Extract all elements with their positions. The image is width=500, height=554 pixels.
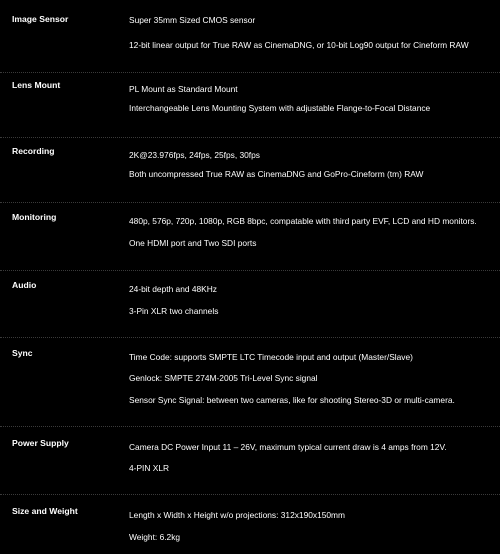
spec-label: Monitoring	[12, 212, 57, 222]
spec-label: Audio	[12, 280, 37, 290]
spec-label: Image Sensor	[12, 14, 69, 24]
section-divider	[0, 72, 500, 73]
spec-line: Sensor Sync Signal: between two cameras, like for shooting Stereo-3D or multi-camera.	[129, 395, 455, 405]
spec-line: PL Mount as Standard Mount	[129, 84, 238, 94]
spec-label: Recording	[12, 146, 55, 156]
spec-line: Interchangeable Lens Mounting System with adjustable Flange-to-Focal Distance	[129, 103, 431, 113]
spec-line: Length x Width x Height w/o projections: 312x190x150mm	[129, 510, 346, 520]
spec-label: Size and Weight	[12, 506, 78, 516]
spec-line: 4-PIN XLR	[129, 463, 170, 473]
spec-line: 12-bit linear output for True RAW as CinemaDNG, or 10-bit Log90 output for Cineform RAW	[129, 40, 469, 50]
section-divider	[0, 494, 500, 495]
spec-label: Power Supply	[12, 438, 69, 448]
spec-line: 2K@23.976fps, 24fps, 25fps, 30fps	[129, 150, 260, 160]
section-divider	[0, 137, 500, 138]
spec-line: 3-Pin XLR two channels	[129, 306, 219, 316]
spec-line: Time Code: supports SMPTE LTC Timecode input and output (Master/Slave)	[129, 352, 413, 362]
section-divider	[0, 337, 500, 338]
spec-label: Sync	[12, 348, 33, 358]
spec-line: 24-bit depth and 48KHz	[129, 284, 217, 294]
spec-line: Camera DC Power Input 11 – 26V, maximum typical current draw is 4 amps from 12V.	[129, 442, 447, 452]
section-divider	[0, 202, 500, 203]
spec-line: One HDMI port and Two SDI ports	[129, 238, 257, 248]
spec-line: Super 35mm Sized CMOS sensor	[129, 15, 256, 25]
section-divider	[0, 426, 500, 427]
spec-line: 480p, 576p, 720p, 1080p, RGB 8bpc, compatable with third party EVF, LCD and HD monitors.	[129, 216, 477, 226]
spec-label: Lens Mount	[12, 80, 61, 90]
section-divider	[0, 270, 500, 271]
spec-line: Both uncompressed True RAW as CinemaDNG and GoPro-Cineform (tm) RAW	[129, 169, 424, 179]
spec-line: Genlock: SMPTE 274M-2005 Tri-Level Sync signal	[129, 373, 318, 383]
spec-line: Weight: 6.2kg	[129, 532, 181, 542]
